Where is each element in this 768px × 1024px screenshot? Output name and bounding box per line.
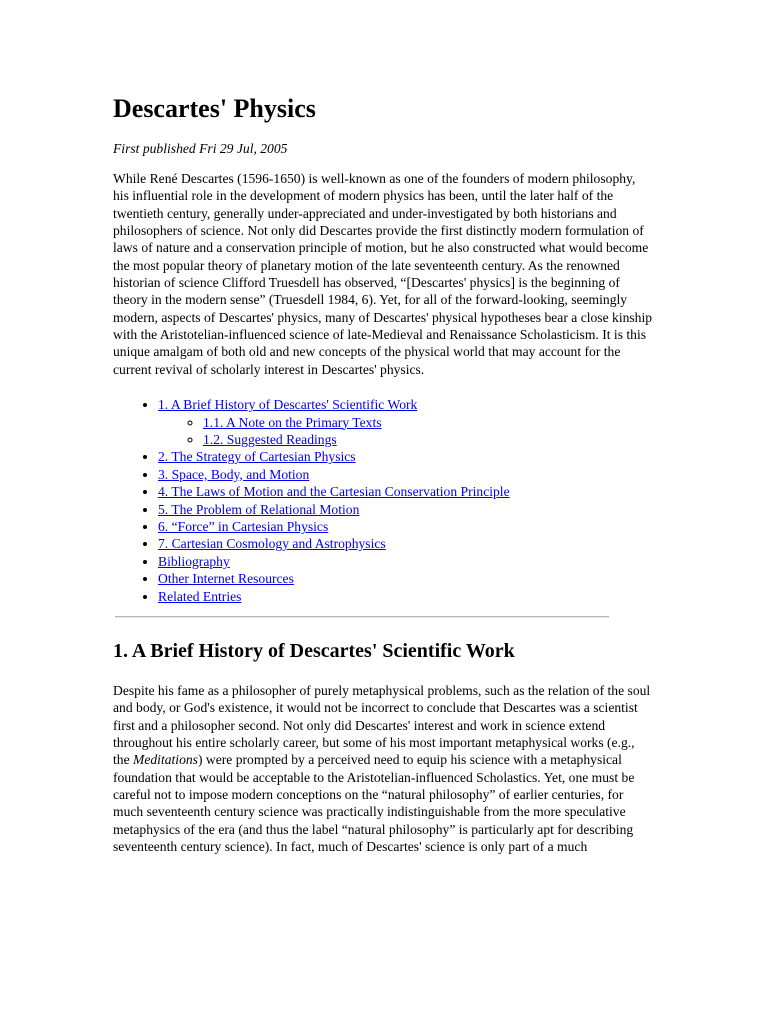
toc-item xyxy=(158,553,653,570)
toc-subitem xyxy=(203,431,653,448)
intro-paragraph: While René Descartes (1596-1650) is well-known as one of the founders of modern philosophy, his influential role in the development of modern physics has been, until the later half of the twentieth century, generally under-appreciated and under-investigated by both historians and philosophers of science. Not only did Descartes provide the first distinctly modern formulation of laws of nature and a conservation principle of motion, but he also constructed what would become the most popular theory of planetary motion of the late seventeenth century. As the renowned historian of science Clifford Truesdell has observed, “[Descartes' physics] is the beginning of theory in the modern sense” (Truesdell 1984, 6). Yet, for all of the forward-looking, seemingly modern, aspects of Descartes' physics, many of Descartes' physical hypotheses bear a close kinship with the Aristotelian-influenced science of late-Medieval and Renaissance Scholasticism. It is this unique amalgam of both old and new concepts of the physical world that may account for the current revival of scholarly interest in Descartes' physics. xyxy=(113,171,653,377)
toc-link-force[interactable]: 6. “Force” in Cartesian Physics xyxy=(158,518,329,534)
toc-link-strategy[interactable]: 2. The Strategy of Cartesian Physics xyxy=(158,449,356,465)
toc-link-space-body-motion[interactable]: 3. Space, Body, and Motion xyxy=(158,466,310,482)
toc-subitem xyxy=(203,414,653,431)
page-title: Descartes' Physics xyxy=(113,94,316,123)
section-paragraph xyxy=(113,682,653,855)
toc-link-other-resources[interactable]: Other Internet Resources xyxy=(158,571,294,587)
toc-item xyxy=(158,483,653,500)
toc-link-relational-motion[interactable]: 5. The Problem of Relational Motion xyxy=(158,501,360,517)
toc-sublist xyxy=(158,414,653,449)
publication-date: First published Fri 29 Jul, 2005 xyxy=(113,141,288,156)
italic-title: Meditations xyxy=(133,752,198,768)
article xyxy=(113,92,653,855)
toc-link-brief-history[interactable]: 1. A Brief History of Descartes' Scientific Work xyxy=(158,397,418,413)
toc-item xyxy=(158,466,653,483)
toc-item xyxy=(158,535,653,552)
paragraph-text: ) were prompted by a perceived need to equip his science with a metaphysical foundation that would be acceptable to the Aristotelian-influenced Scholastics. Yet, one must be careful not to impose modern conceptions on the “natural philosophy” of earlier centuries, for much seventeenth century science was practically indistinguishable from the more speculative metaphysics of the era (and thus the label “natural philosophy” is particularly apt for describing seventeenth century science). In fact, much of Descartes' science is only part of a much xyxy=(113,752,635,855)
toc-item xyxy=(158,588,653,605)
toc-link-bibliography[interactable]: Bibliography xyxy=(158,553,230,569)
section-divider xyxy=(115,616,609,618)
paragraph-text: Despite his fame as a philosopher of purely metaphysical problems, such as the relation of the soul and body, or God's existence, it would not be incorrect to conclude that Descartes was a scientist first and a philosopher second. Not only did Descartes' interest and work in science extend throughout his entire scholarly career, but some of his most important metaphysical works (e.g., the xyxy=(113,683,651,768)
toc-link-laws-of-motion[interactable]: 4. The Laws of Motion and the Cartesian Conservation Principle xyxy=(158,484,510,500)
toc-item xyxy=(158,448,653,465)
toc-link-related-entries[interactable]: Related Entries xyxy=(158,588,242,604)
toc-item xyxy=(158,570,653,587)
toc-link-primary-texts[interactable]: 1.1. A Note on the Primary Texts xyxy=(203,414,382,430)
table-of-contents xyxy=(113,396,653,605)
toc-item xyxy=(158,518,653,535)
toc-item xyxy=(158,396,653,448)
toc-item xyxy=(158,501,653,518)
toc-link-cosmology[interactable]: 7. Cartesian Cosmology and Astrophysics xyxy=(158,536,386,552)
toc-link-suggested-readings[interactable]: 1.2. Suggested Readings xyxy=(203,431,337,447)
section-heading: 1. A Brief History of Descartes' Scientific Work xyxy=(113,640,515,662)
